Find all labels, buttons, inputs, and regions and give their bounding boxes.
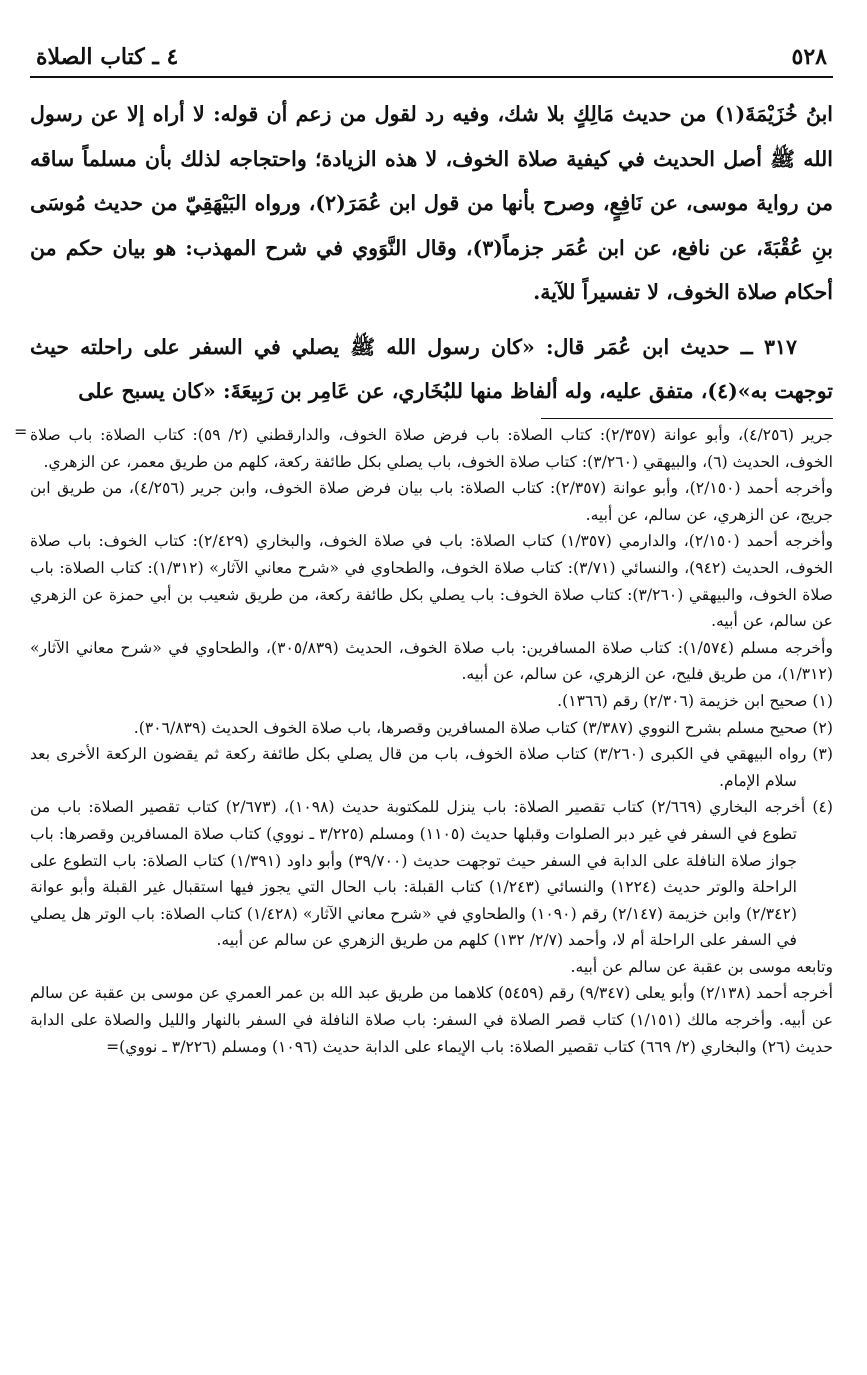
footnote-4: (٤) أخرجه البخاري (٢/٦٦٩) كتاب تقصير الصلاة: باب ينزل للمكتوبة حديث (١٠٩٨)، (٢/٦٧٣) كتاب تقصير الصلاة: باب من تطوع في السفر في غير دبر الصلوات وقبلها حديث (١١٠٥) ومسلم (٣/٢٢٥ ـ نووي) كتاب صلاة المسافرين وقصرها: باب جواز صلاة النافلة على الدابة في السفر حيث توجهت حديث (٣٩/٧٠٠) وأبو داود (١/٣٩١) كتاب الصلاة: باب التطوع على الراحلة والوتر حديث (١٢٢٤) والنسائي (١/٢٤٣) كتاب القبلة: باب الحال التي يجوز فيها استقبال غير القبلة وأبو عوانة (٢/٣٤٢) وابن خزيمة (٢/١٤٧) رقم (١٠٩٠) والطحاوي في «شرح معاني الآثار» (١/٤٢٨) كتاب الصلاة: باب الوتر هل يصلي في السفر على الراحلة أم لا، وأحمد (٢/٧/ ١٣٢) كلهم من طريق الزهري عن سالم عن أبيه. <box>30 798 833 950</box>
footnote-continuation: وأخرجه أحمد (٢/١٥٠)، وأبو عوانة (٢/٣٥٧): كتاب الصلاة: باب بيان فرض صلاة الخوف، وابن جرير (٤/٢٥٦)، من طريق ابن جريج، عن الزهري، عن سالم، عن أبيه. <box>30 479 833 524</box>
main-text <box>30 92 833 424</box>
continuation-mark: = <box>14 422 28 441</box>
footnote-3: (٣) رواه البيهقي في الكبرى (٣/٢٦٠) كتاب صلاة الخوف، باب من قال يصلي بكل طائفة ركعة ثم يقضون الركعة الأخرى بعد سلام الإمام. <box>30 745 833 790</box>
footnote-continuation: وأخرجه أحمد (٢/١٥٠)، والدارمي (١/٣٥٧) كتاب الصلاة: باب في صلاة الخوف، والبخاري (٢/٤٢٩): كتاب الخوف: باب صلاة الخوف، الحديث (٩٤٢)، والنسائي (٣/٧١): كتاب صلاة الخوف، والطحاوي في «شرح معاني الآثار» (١/٣١٢): كتاب الصلاة: باب صلاة الخوف، والبيهقي (٣/٢٦٠): كتاب صلاة الخوف: باب يصلي بكل طائفة ركعة، من طريق شعيب بن أبي حمزة عن الزهري عن سالم، عن أبيه. <box>30 532 833 631</box>
footnote-continuation: وأخرجه مسلم (١/٥٧٤): كتاب صلاة المسافرين: باب صلاة الخوف، الحديث (٣٠٥/٨٣٩)، والطحاوي في «شرح معاني الآثار» (١/٣١٢)، من طريق فليح، عن الزهري، عن سالم، عن أبيه. <box>30 638 833 684</box>
footnote-1: (١) صحيح ابن خزيمة (٢/٣٠٦) رقم (١٣٦٦). <box>557 691 833 710</box>
footnote-continuation: جرير (٤/٢٥٦)، وأبو عوانة (٢/٣٥٧): كتاب الصلاة: باب فرض صلاة الخوف، والدارقطني (٢/ ٥٩): كتاب الصلاة: باب صلاة الخوف، الحديث (٦)، والبيهقي (٣/٢٦٠): كتاب صلاة الخوف، باب يصلي بكل طائفة ركعة، كلهم من طريق معمر، عن الزهري. <box>30 426 833 471</box>
page-header <box>30 44 833 78</box>
footnote-continuation: وتابعه موسى بن عقبة عن سالم عن أبيه. <box>570 957 833 976</box>
footnote-continuation: أخرجه أحمد (٢/١٣٨) وأبو يعلى (٩/٣٤٧) رقم (٥٤٥٩) كلاهما من طريق عبد الله بن عمر العمري عن موسى بن عقبة عن سالم عن أبيه. وأخرجه مالك (١/١٥١) كتاب قصر الصلاة في السفر: باب صلاة النافلة في السفر بالنهار والليل والصلاة على الدابة حديث (٢٦) والبخاري (٢/ ٦٦٩) كتاب تقصير الصلاة: باب الإيماء على الدابة حديث (١٠٩٦) ومسلم (٣/٢٢٦ ـ نووي)= <box>30 984 833 1056</box>
hadith-paragraph: ٣١٧ ــ حديث ابن عُمَر قال: «كان رسول الله ﷺ يصلي في السفر على راحلته حيث توجهت به»(٤)، متفق عليه، وله ألفاظ منها للبُخَاري، عن عَامِر بن رَبِيعَةَ: «كان يسبح على <box>30 334 833 403</box>
footnote-separator <box>541 418 833 419</box>
page-number: ٥٢٨ <box>791 44 827 70</box>
main-paragraph: ابنُ خُزَيْمَةَ(١) من حديث مَالِكٍ بلا شك، وفيه رد لقول من زعم أن قوله: لا أراه إلا عن رسول الله ﷺ أصل الحديث في كيفية صلاة الخوف، لا هذه الزيادة؛ واحتجاجه لذلك بأن مسلماً ساقه من رواية موسى، عن نَافِعٍ، وصرح بأنها من قول ابن عُمَرَ(٢)، ورواه البَيْهَقِيّ من حديث مُوسَى بنِ عُقْبَةَ، عن نافع، عن ابن عُمَر جزماً(٣)، وقال النَّوَوي في شرح المهذب: هو بيان حكم من أحكام صلاة الخوف، لا تفسيراً للآية. <box>30 102 834 304</box>
footnotes <box>30 422 833 1060</box>
footnote-2: (٢) صحيح مسلم بشرح النووي (٣/٣٨٧) كتاب صلاة المسافرين وقصرها، باب صلاة الخوف الحديث (٣٠٦/٨٣٩). <box>133 718 833 737</box>
running-title: ٤ ـ كتاب الصلاة <box>36 44 179 70</box>
